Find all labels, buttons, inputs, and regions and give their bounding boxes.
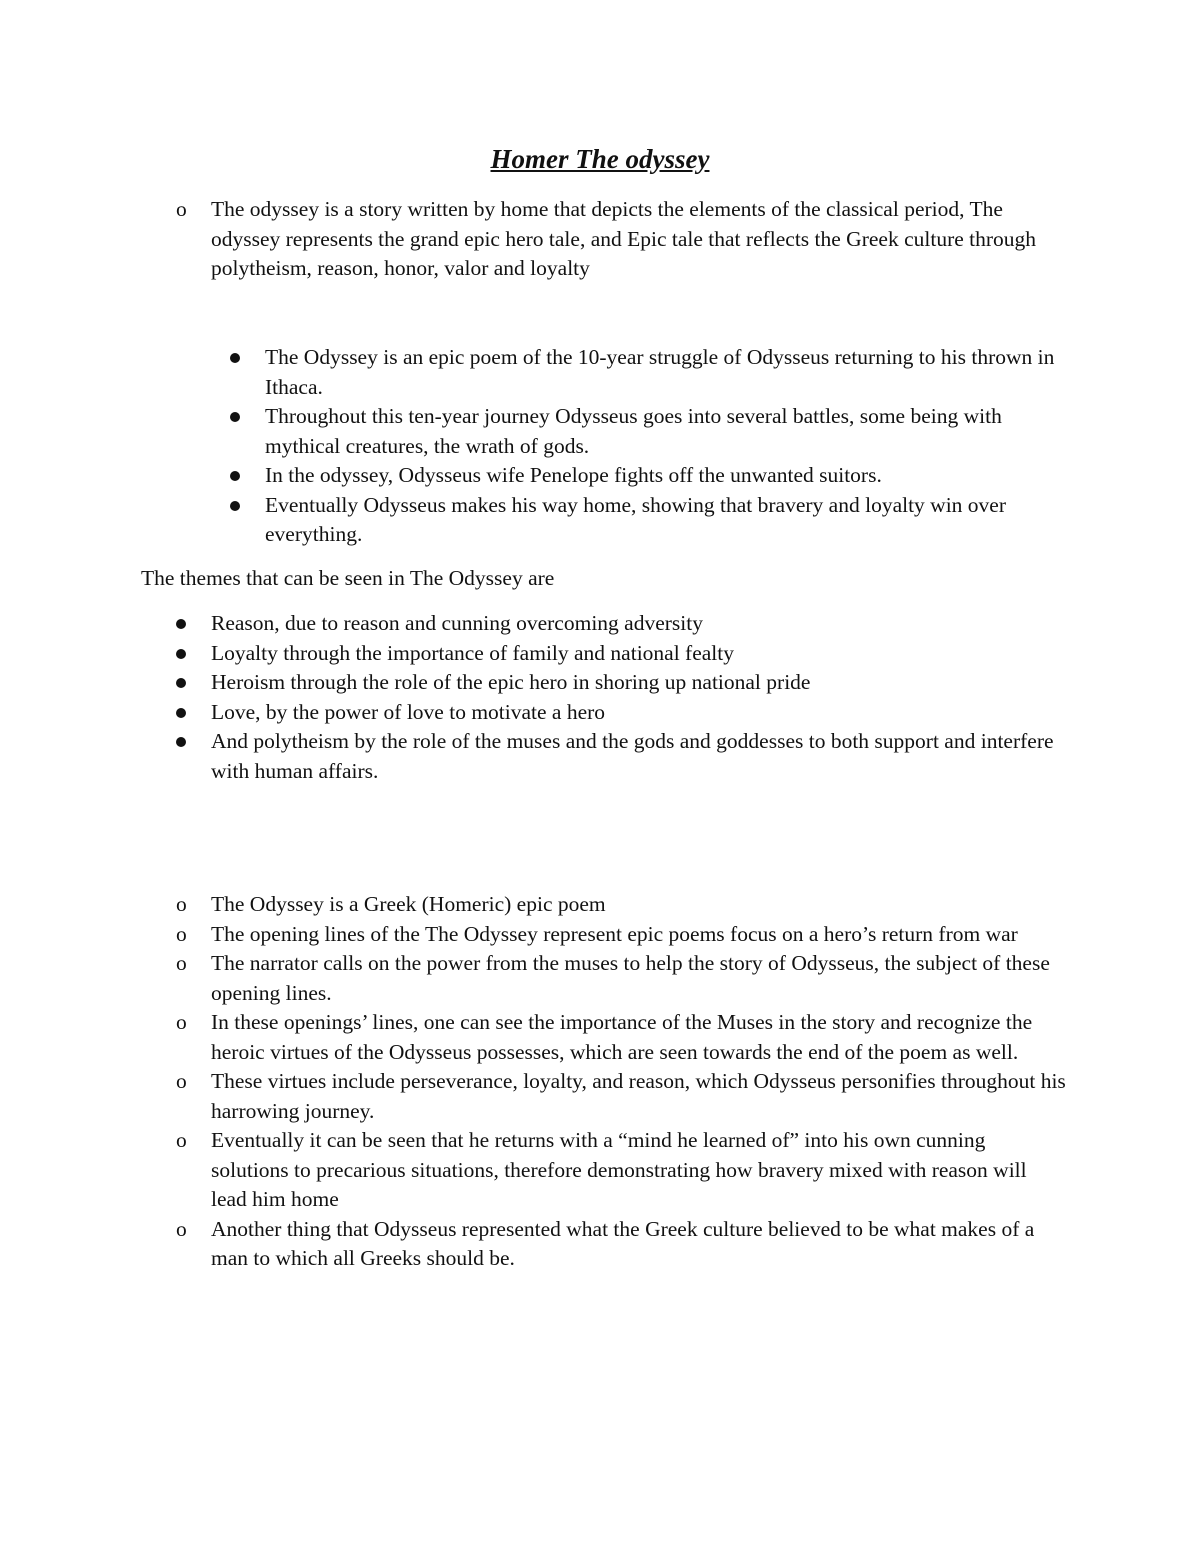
list-item-text: In these openings’ lines, one can see the importance of the Muses in the story and recognize the heroic virtues of the Odysseus possesses, which are seen towards the end of the poem as well. [211, 1010, 1033, 1064]
list-item-text: Heroism through the role of the epic hero in shoring up national pride [211, 670, 811, 694]
notes-list [176, 890, 1066, 1274]
bullet-icon [230, 471, 240, 481]
list-item [176, 195, 1041, 284]
list-item-text: The narrator calls on the power from the muses to help the story of Odysseus, the subject of these opening lines. [211, 951, 1050, 1005]
hollow-bullet-icon: o [176, 1128, 187, 1152]
bullet-icon [230, 501, 240, 511]
bullet-icon [230, 353, 240, 363]
list-item [265, 343, 1055, 402]
bullet-icon [176, 619, 186, 629]
document-title: Homer The odyssey [490, 144, 710, 174]
list-item-text: Another thing that Odysseus represented what the Greek culture believed to be what makes of a man to which all Greeks should be. [211, 1216, 1035, 1270]
list-item [211, 609, 1061, 639]
hollow-bullet-icon: o [176, 951, 187, 975]
bullet-icon [176, 678, 186, 688]
list-item-text: And polytheism by the role of the muses and the gods and goddesses to both support and interfere with human affairs. [211, 729, 1054, 783]
bullet-icon [230, 412, 240, 422]
hollow-bullet-icon: o [176, 1010, 187, 1034]
list-item [265, 461, 1055, 491]
list-item [211, 727, 1061, 786]
list-item-text: Loyalty through the importance of family and national fealty [211, 640, 735, 665]
themes-intro: The themes that can be seen in The Odyssey are [141, 566, 555, 590]
list-item [211, 698, 1061, 728]
themes-list [211, 609, 1061, 786]
hollow-bullet-icon: o [176, 1069, 187, 1093]
list-item-text: The opening lines of the The Odyssey represent epic poems focus on a hero’s return from war [211, 921, 1018, 946]
list-item-text: The Odyssey is an epic poem of the 10-year struggle of Odysseus returning to his thrown in Ithaca. [265, 345, 1055, 399]
bullet-icon [176, 737, 186, 747]
hollow-bullet-icon: o [176, 892, 187, 916]
list-item [176, 949, 1066, 1008]
list-item [265, 402, 1055, 461]
hollow-bullet-icon: o [176, 1216, 187, 1241]
list-item [176, 1008, 1066, 1067]
list-item [176, 1215, 1066, 1274]
list-item-text: These virtues include perseverance, loyalty, and reason, which Odysseus personifies throughout his harrowing journey. [211, 1069, 1066, 1123]
hollow-bullet-icon: o [176, 921, 187, 946]
list-item-text: Love, by the power of love to motivate a hero [211, 699, 606, 724]
list-item [176, 920, 1066, 950]
list-item-text: Throughout this ten-year journey Odysseus goes into several battles, some being with mythical creatures, the wrath of gods. [265, 404, 1002, 458]
summary-list [265, 343, 1055, 550]
list-item-text: Eventually Odysseus makes his way home, showing that bravery and loyalty win over everything. [265, 492, 1007, 546]
bullet-icon [176, 649, 186, 659]
list-item-text: Eventually it can be seen that he returns with a “mind he learned of” into his own cunning solutions to precarious situations, therefore demonstrating how bravery mixed with reason will lead him home [211, 1128, 1027, 1211]
list-item [176, 1126, 1066, 1215]
list-item [265, 491, 1055, 550]
bullet-icon [176, 708, 186, 718]
list-item-text: The Odyssey is a Greek (Homeric) epic poem [211, 892, 606, 916]
list-item-text: Reason, due to reason and cunning overcoming adversity [211, 611, 703, 635]
list-item-text: The odyssey is a story written by home that depicts the elements of the classical period, The odyssey represents the grand epic hero tale, and Epic tale that reflects the Greek culture through polytheism, reason, honor, valor and loyalty [211, 197, 1037, 280]
intro-list [176, 195, 1041, 284]
list-item [211, 639, 1061, 669]
list-item-text: In the odyssey, Odysseus wife Penelope fights off the unwanted suitors. [265, 463, 882, 487]
hollow-bullet-icon: o [176, 197, 187, 221]
list-item [211, 668, 1061, 698]
list-item [176, 890, 1066, 920]
list-item [176, 1067, 1066, 1126]
